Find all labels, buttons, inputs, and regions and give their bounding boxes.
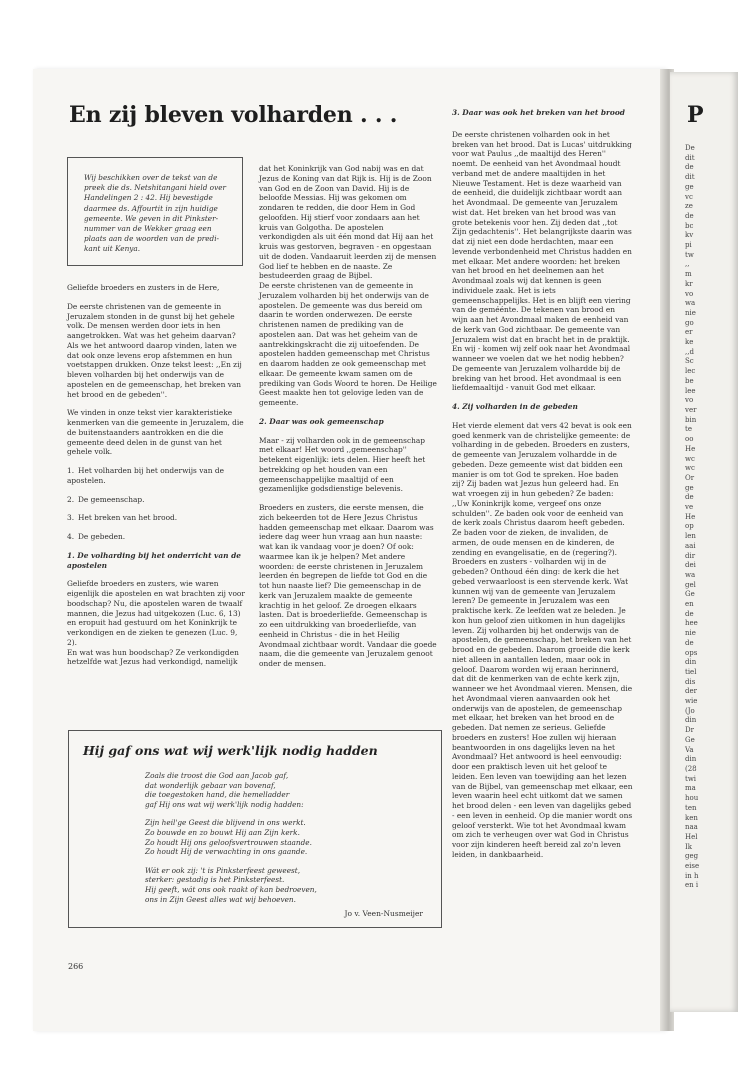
poem-line: gaf Hij ons wat wij werk'lijk nodig hadden: [145, 799, 304, 809]
paragraph: Geliefde broeders en zusters, wie waren eigenlijk die apostelen en wat brachten zij voor boodschap? Nu, die apostelen waren de twaalf mannen, die Jezus had uitgekozen (Luc. 6, 13) en eropuit had gestuurd om het Koninkrijk te verkondigen en de zieken te genezen (Luc. 9, 2). [67, 579, 245, 647]
intro-box [67, 157, 243, 266]
next-page-fragment: eise [685, 862, 700, 871]
next-page-fragment: hou [685, 794, 699, 803]
next-page-fragment: dir [685, 551, 696, 560]
next-page-fragment: wc [685, 454, 695, 463]
poem-box [68, 730, 442, 928]
poem-author: Jo v. Veen-Nusmeijer [344, 909, 423, 918]
next-page-fragment: Dr [685, 726, 694, 735]
section-heading: 4. Zij volharden in de gebeden [452, 402, 578, 411]
next-page-fragment: bin [685, 415, 697, 424]
next-page-title: P [687, 102, 704, 128]
next-page-fragment: ,,d [685, 347, 694, 356]
list-item: 1. Het volharden bij het onderwijs van de apostelen. [67, 466, 224, 485]
next-page-fragment: Ge [685, 735, 695, 744]
next-page-fragment: op [685, 522, 694, 531]
next-page-fragment: go [685, 318, 694, 327]
poem-stanza [145, 771, 317, 809]
intro-line: plaats aan de woorden van de predi- [84, 234, 220, 244]
next-page-fragment: oo [685, 435, 694, 444]
poem-title: Hij gaf ons wat wij werk'lijk nodig hadden [83, 743, 378, 758]
next-page-fragment: be [685, 376, 694, 385]
next-page-fragment: gel [685, 580, 696, 589]
next-page-fragment: ke [685, 338, 694, 347]
paragraph: De eerste christenen van de gemeente in Jeruzalem volharden bij het onderwijs van de apostelen. De gemeente was dus bereid om daarin te worden onderwezen. De eerste christenen namen de prediking van de apostelen aan. Dat was het geheim van de aantrekkingskracht die zij uitoefenden. De apostelen hadden gemeenschap met Christus en daarom hadden ze ook gemeenschap met elkaar. De gemeente kwam samen om de prediking van Gods Woord te horen. De Heilige Geest maakte hen tot gelovige leden van de gemeente. [259, 281, 437, 407]
next-page-fragment: ve [685, 503, 694, 512]
next-page-fragment: Va [685, 745, 694, 754]
poem-line: Zo houdt Hij ons geloofsvertrouwen staande. [145, 837, 312, 847]
next-page-fragment: ver [685, 405, 697, 414]
poem-line: Zoals die troost die God aan Jacob gaf, [145, 771, 289, 780]
next-page-fragment: wc [685, 464, 695, 473]
next-page-fragment: vc [685, 192, 693, 201]
poem-line: Hij geeft, wát ons ook raakt of kan bedroeven, [145, 884, 317, 894]
next-page-fragment: de [685, 211, 694, 220]
next-page-fragment: der [685, 687, 697, 696]
next-page-fragment: len [685, 532, 696, 541]
next-page-fragment: Ik [685, 842, 693, 851]
intro-line: Handelingen 2 : 42. Hij bevestigde [84, 193, 213, 203]
next-page-fragment: en i [685, 881, 699, 890]
intro-line: daarmee ds. Affourtit in zijn huidige [84, 203, 218, 213]
poem-line: ons in Zijn Geest alles wat wij behoeven. [145, 894, 296, 904]
next-page-fragment: aai [685, 541, 696, 550]
next-page-fragment: De [685, 144, 695, 152]
next-page-fragment: de [685, 493, 694, 502]
next-page-fragment: ops [685, 648, 698, 657]
next-page-fragment: Or [685, 473, 695, 482]
next-page-fragment: dit [685, 153, 695, 162]
characteristics-list [67, 466, 245, 542]
intro-line: gemeente. We geven in dit Pinkster- [84, 213, 219, 223]
paragraph: Geliefde broeders en zusters in de Here, [67, 283, 220, 292]
next-page-fragment: twi [685, 774, 697, 783]
next-page-fragment: ten [685, 803, 697, 812]
paragraph: Het vierde element dat vers 42 bevat is ook een goed kenmerk van de christelijke gemeente: de volharding in de gebeden. Broeders en zusters, de gemeente van Jeruzalem volhardde in de gebeden. Deze gemeente wist dat bidden een manier is om tot God te spreken. Hoe baden zij? Zij baden wat Jezus hun geleerd had. En wat vroegen zij in hun gebeden? Ze baden: ,,Uw Koninkrijk kome, vergeef ons onze schulden''. Ze baden ook voor de eenheid van de kerk zoals Christus daarom heeft gebeden. Ze baden voor de zieken, de invaliden, de armen, de oude mensen en de kinderen, de zending en evangelisatie, en de (regering?). Broeders en zusters - volharden wij in de gebeden? Onthoud één ding: de kerk die het gebed verwaarloost is een stervende kerk. Wat kunnen wij van de gemeente van Jeruzalem leren? De gemeente in Jeruzalem was een praktische kerk. Ze leefden wat ze beleden. Je kon hun geloof zien uitkomen in hun dagelijks leven. Zij volharden bij het onderwijs van de apostelen, de gemeenschap, het breken van het brood en de gebeden. Daarom groeide die kerk niet alleen in aantallen leden, maar ook in geloof. Daarom worden wij eraan herinnerd, dat dit de kenmerken van de echte kerk zijn, wanneer we het Avondmaal vieren. Mensen, die het Avondmaal vieren aanvaarden ook het onderwijs van de apostelen, de gemeenschap met elkaar, het breken van het brood en de gebeden. Dat nemen ze serieus. Geliefde broeders en zusters! Hoe zullen wij hieraan beantwoorden in ons dagelijks leven na het Avondmaal? Het antwoord is heel eenvoudig: door een praktisch leven uit het geloof te leiden. Een leven van toewijding aan het lezen van de Bijbel, van gemeenschap met elkaar, een leven waarin heel echt uitkomt dat we samen het brood delen - een leven van dagelijks gebed - een leven in eenheid. Op die manier wordt ons geloof versterkt. Wie tot het Avondmaal kwam om zich te verheugen over wat God in Christus voor zijn kinderen heeft bereid zal zo'n leven leiden, in dankbaarheid. [452, 420, 633, 859]
intro-line: kant uit Kenya. [84, 244, 141, 254]
next-page-fragment: nie [685, 308, 696, 317]
intro-line: nummer van de Wekker graag een [84, 224, 212, 234]
next-page-fragment: de [685, 163, 694, 172]
poem-line: Zijn heil'ge Geest die blijvend in ons werkt. [145, 818, 306, 828]
next-page [670, 72, 738, 1012]
section-heading: 2. Daar was ook gemeenschap [259, 416, 384, 426]
next-page-fragment: de [685, 638, 694, 647]
next-page-fragment: m [685, 270, 692, 279]
next-page-fragment: lee [685, 386, 696, 395]
next-page-fragment: kr [685, 279, 693, 288]
paragraph: De eerste christenen volharden ook in het breken van het brood. Dat is Lucas' uitdrukking voor wat Paulus ,,de maaltijd des Heren'' noemt. De eenheid van het Avondmaal houdt verband met de andere maaltijden in het Nieuwe Testament. Het is deze waarheid van de eenheid, die duidelijk zichtbaar wordt aan het Avondmaal. De gemeente van Jeruzalem wist dat. Het breken van het brood was van grote betekenis voor hen. Zij deden dat ,,tot Zijn gedachtenis''. Het belangrijkste daarin was dat zij niet een dode herdachten, maar een levende verbondenheid met Christus hadden en met elkaar. Met andere woorden: het breken van het brood en het deelnemen aan het Avondmaal zoals wij dat kennen is geen individuele zaak. Het is iets gemeenschappelijks. Het is en blijft een viering van de geméénte. De tekenen van brood en wijn aan het Avondmaal maken de eenheid van de kerk van God zichtbaar. De gemeente van Jeruzalem wist dat en bracht het in de praktijk. En wij - komen wij zelf ook naar het Avondmaal wanneer we voelen dat we het nodig hebben? De gemeente van Jeruzalem volhardde bij de breking van het brood. Het avondmaal is een liefdemaaltijd - vanuit God met elkaar. [452, 129, 632, 393]
next-page-fragment: wie [685, 697, 698, 706]
list-item: 4. De gebeden. [67, 532, 126, 541]
next-page-fragment: Sc [685, 357, 694, 366]
next-page-fragment: Hel [685, 832, 698, 841]
next-page-fragment: din [685, 658, 697, 667]
next-page-text [685, 144, 738, 891]
next-page-fragment: (Jo [685, 706, 695, 715]
intro-line: preek die ds. Netshitangani hield over [84, 183, 227, 193]
column-3 [452, 108, 633, 869]
next-page-fragment: wa [685, 570, 696, 579]
list-item: 3. Het breken van het brood. [67, 513, 178, 523]
poem-line: sterker: gestadig is het Pinksterfeest. [145, 875, 285, 885]
next-page-fragment: dit [685, 173, 695, 182]
next-page-fragment: din [685, 716, 697, 725]
page-number: 266 [68, 962, 84, 971]
section-heading: 3. Daar was ook het breken van het brood [452, 108, 625, 117]
next-page-fragment: tiel [685, 667, 697, 676]
next-page-fragment: dis [685, 677, 696, 686]
next-page-fragment: ma [685, 784, 696, 793]
list-item: 2. De gemeenschap. [67, 494, 145, 504]
next-page-fragment: naa [685, 823, 698, 832]
next-page-fragment: hee [685, 619, 698, 628]
intro-line: Wij beschikken over de tekst van de [84, 173, 218, 182]
next-page-fragment: ze [685, 202, 693, 211]
poem-stanza [145, 818, 317, 856]
next-page-fragment: pi [685, 241, 692, 250]
next-page-fragment: He [685, 444, 696, 453]
next-page-fragment: te [685, 425, 692, 434]
poem-line: dat wonderlijk gebaar van bovenaf, [145, 780, 276, 790]
poem-line: Zo bouwde en zo bouwt Hij aan Zijn kerk. [145, 827, 300, 837]
next-page-fragment: dei [685, 561, 696, 570]
next-page-fragment: in h [685, 871, 699, 880]
next-page-fragment: Ge [685, 590, 695, 599]
next-page-fragment: lec [685, 367, 696, 376]
paragraph: dat het Koninkrijk van God nabij was en dat Jezus de Koning van dat Rijk is. Hij is de Zoon van God en de Zoon van David. Hij is de beloofde Messias. Hij was gekomen om zondaren te redden, die door Hem in God geloofden. Hij stierf voor zondaars aan het kruis van Golgotha. De apostelen verkondigden als uit één mond dat Hij aan het kruis was gestorven, begraven - en opgestaan uit de doden. Vandaaruit leerden zij de mensen God lief te hebben en de naaste. Ze bestudeerden graag de Bijbel. [259, 164, 437, 281]
next-page-fragment: ge [685, 182, 694, 191]
next-page-fragment: ,, [685, 260, 690, 269]
paragraph: En wat was hun boodschap? Ze verkondigden hetzelfde wat Jezus had verkondigd, namelijk [67, 647, 239, 667]
next-page-fragment: din [685, 755, 697, 764]
next-page-fragment: (28 [685, 765, 697, 773]
next-page-fragment: ken [685, 813, 698, 822]
paragraph: Broeders en zusters, die eerste mensen, die zich bekeerden tot de Here Jezus Christus hadden gemeenschap met elkaar. Daarom was iedere dag weer hun vraag aan hun naaste: wat kan ik vandaag voor je doen? Of ook: waarmee kan ik je helpen? Met andere woorden: de eerste christenen in Jeruzalem leerden én begrepen de liefde tot God en die tot hun naaste lief? Die gemeenschap in de kerk van Jeruzalem maakte de gemeente krachtig in het geloof. Ze droegen elkaars lasten. Dat is broederliefde. Gemeenschap is zo een uitdrukking van broederliefde, van eenheid in Christus - die in het Heilig Avondmaal zichtbaar wordt. Vandaar die goede naam, die die gemeente van Jeruzalem genoot onder de mensen. [259, 503, 437, 668]
next-page-fragment: de [685, 609, 694, 618]
section-heading: 1. De volharding bij het onderricht van de apostelen [67, 550, 241, 570]
next-page-fragment: nie [685, 629, 696, 638]
paragraph: Maar - zij volharden ook in de gemeenschap met elkaar! Het woord ,,gemeenschap'' betekent eigenlijk: iets delen. Hier heeft het betrekking op het houden van een gemeenschappelijke maaltijd of een gezamenlijke godsdienstige belevenis. [259, 435, 426, 494]
poem-line: die toegestoken hand, die hemelladder [145, 790, 290, 800]
poem-stanza [145, 866, 317, 904]
poem-line: Zo houdt Hij de verwachting in ons gaande. [145, 847, 308, 857]
next-page-fragment: vo [685, 396, 694, 405]
column-2 [259, 164, 437, 678]
poem-body [145, 771, 317, 913]
next-page-fragment: He [685, 512, 696, 521]
next-page-fragment: kv [685, 231, 694, 240]
next-page-fragment: er [685, 328, 693, 337]
paragraph: We vinden in onze tekst vier karakteristieke kenmerken van die gemeente in Jeruzalem, die de buitenstaanders aantrokken en die die gemeente deed delen in de gunst van het gehele volk. [67, 408, 244, 457]
next-page-fragment: bc [685, 221, 694, 230]
article-title: En zij bleven volharden . . . [69, 102, 398, 128]
column-1 [67, 283, 245, 676]
next-page-fragment: ge [685, 483, 694, 492]
next-page-fragment: en [685, 600, 694, 609]
poem-line: Wát er ook zij: 't is Pinksterfeest geweest, [145, 865, 301, 875]
paragraph: De eerste christenen van de gemeente in Jeruzalem stonden in de gunst bij het gehele volk. De mensen werden door iets in hen aangetrokken. Wat was het geheim daarvan? Als we het antwoord daarop vinden, laten we dat ook onze levens erop afstemmen en hun voetstappen drukken. Onze tekst leest: ,,En zij bleven volharden bij het onderwijs van de apostelen en de gemeenschap, het breken van het brood en de gebeden''. [67, 301, 242, 399]
next-page-fragment: wa [685, 299, 696, 308]
next-page-fragment: geg [685, 852, 699, 861]
next-page-fragment: tw [685, 250, 694, 259]
next-page-fragment: vo [685, 289, 694, 298]
